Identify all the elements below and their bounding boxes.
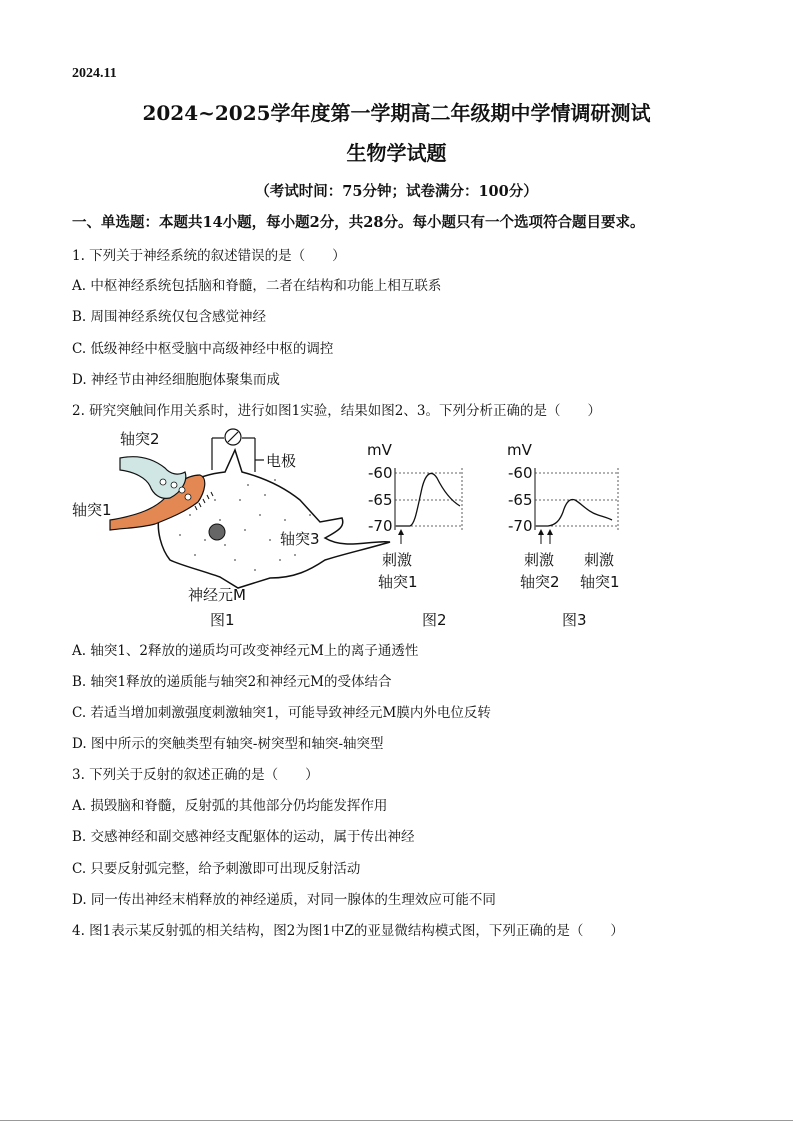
- question-3-stem: 3. 下列关于反射的叙述正确的是（ ）: [72, 767, 319, 783]
- question-3-option-b: B. 交感神经和副交感神经支配躯体的运动，属于传出神经: [72, 829, 415, 845]
- figure-1-axon3-label: 轴突3: [280, 530, 320, 548]
- page-bottom-divider: [0, 1120, 793, 1121]
- question-1-option-b: B. 周围神经系统仅包含感觉神经: [72, 309, 267, 325]
- figure-3-arrow-head-b: [547, 529, 553, 535]
- neuron-m-body: [158, 450, 390, 588]
- figure-1-neuron-label: 神经元M: [188, 586, 246, 604]
- figure-2-tick-65: -65: [368, 491, 393, 509]
- figure-3-gridlines: [535, 468, 618, 530]
- exam-subject: 生物学试题: [346, 141, 447, 165]
- figure-2: [367, 441, 462, 629]
- question-2-option-a: A. 轴突1、2释放的递质均可改变神经元M上的离子通透性: [72, 643, 419, 659]
- figure-1-axon2-label: 轴突2: [120, 430, 160, 448]
- figure-3-curve: [536, 500, 612, 527]
- axon-2-shape: [120, 457, 186, 499]
- figure-1-axon1-label: 轴突1: [72, 501, 112, 519]
- figure-2-unit: mV: [367, 441, 392, 459]
- section-heading: 一、单选题：本题共14小题，每小题2分，共28分。每小题只有一个选项符合题目要求。: [72, 214, 645, 231]
- figure-2-arrow-head: [398, 529, 404, 535]
- exam-title: 2024~2025学年度第一学期高二年级期中学情调研测试: [142, 101, 651, 125]
- figure-3: [507, 441, 620, 629]
- figure-2-stimulus-line1: 刺激: [382, 551, 413, 569]
- figure-2-tick-60: -60: [368, 464, 393, 482]
- question-3-option-d: D. 同一传出神经末梢释放的神经递质，对同一腺体的生理效应可能不同: [72, 892, 496, 908]
- figure-3-tick-65: -65: [508, 491, 533, 509]
- question-1-option-a: A. 中枢神经系统包括脑和脊髓，二者在结构和功能上相互联系: [72, 278, 442, 294]
- question-2-stem: 2. 研究突触间作用关系时，进行如图1实验，结果如图2、3。下列分析正确的是（ ）: [72, 403, 601, 419]
- figure-3-tick-70: -70: [508, 517, 533, 535]
- exam-info: （考试时间：75分钟；试卷满分：100分）: [255, 183, 538, 200]
- question-1-option-c: C. 低级神经中枢受脑中高级神经中枢的调控: [72, 341, 334, 357]
- question-3-option-c: C. 只要反射弧完整，给予刺激即可出现反射活动: [72, 861, 361, 877]
- figure-1: [72, 429, 390, 629]
- figure-3-unit: mV: [507, 441, 532, 459]
- figure-3-caption: 图3: [562, 611, 587, 629]
- question-2-figure: [70, 420, 730, 635]
- figure-2-tick-70: -70: [368, 517, 393, 535]
- figure-3-stimulus-b-line1: 刺激: [584, 551, 615, 569]
- question-4-stem: 4. 图1表示某反射弧的相关结构，图2为图1中Z的亚显微结构模式图，下列正确的是（ ）: [72, 923, 624, 939]
- figure-3-arrow-head-a: [538, 529, 544, 535]
- question-1-option-d: D. 神经节由神经细胞胞体聚集而成: [72, 372, 280, 388]
- question-2-option-d: D. 图中所示的突触类型有轴突-树突型和轴突-轴突型: [72, 736, 384, 752]
- figure-3-stimulus-b-line2: 轴突1: [580, 573, 620, 591]
- question-2-option-b: B. 轴突1释放的递质能与轴突2和神经元M的受体结合: [72, 674, 392, 690]
- question-1-stem: 1. 下列关于神经系统的叙述错误的是（ ）: [72, 248, 346, 264]
- neuron-nucleus: [209, 524, 225, 540]
- figure-3-tick-60: -60: [508, 464, 533, 482]
- exam-date: 2024.11: [72, 66, 117, 81]
- figure-3-stimulus-a-line1: 刺激: [524, 551, 555, 569]
- figure-1-caption: 图1: [210, 611, 235, 629]
- figure-1-electrode-label: 电极: [266, 452, 297, 470]
- figure-3-stimulus-a-line2: 轴突2: [520, 573, 560, 591]
- figure-2-stimulus-line2: 轴突1: [378, 573, 418, 591]
- question-2-option-c: C. 若适当增加刺激强度刺激轴突1，可能导致神经元M膜内外电位反转: [72, 705, 491, 721]
- question-3-option-a: A. 损毁脑和脊髓，反射弧的其他部分仍均能发挥作用: [72, 798, 388, 814]
- figure-2-caption: 图2: [422, 611, 447, 629]
